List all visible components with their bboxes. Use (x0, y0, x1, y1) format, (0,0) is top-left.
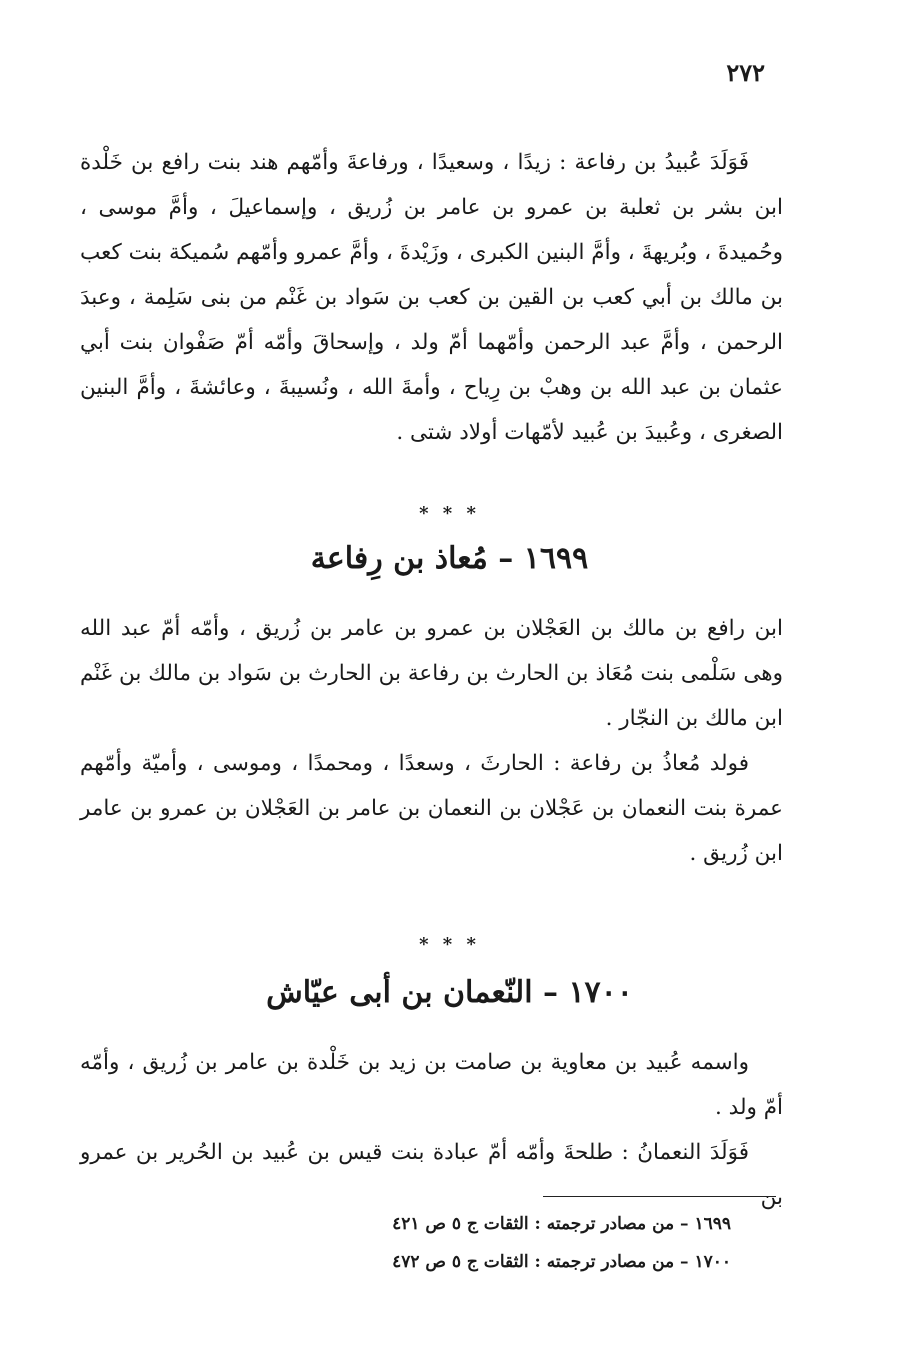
section-separator: * * * (419, 503, 480, 524)
page-number: ٢٧٢ (726, 58, 765, 87)
top-paragraph-block (80, 140, 783, 455)
footnote-1700: ١٧٠٠ – من مصادر ترجمته : الثقات ج ٥ ص ٤٧٢ (392, 1252, 731, 1272)
entry-1699-paragraph-1: ابن رافع بن مالك بن العَجْلان بن عمرو بن عامر بن زُريق ، وأمّه أمّ عبد الله وهى سَلْمى بنت مُعَاذ بن الحارث بن رفاعة بن الحارث بن سَواد بن مالك بن غَنْم ابن مالك بن النجّار . (80, 616, 783, 731)
entry-1699-body (80, 606, 783, 876)
footnote-divider (543, 1196, 776, 1197)
footnote-1699: ١٦٩٩ – من مصادر ترجمته : الثقات ج ٥ ص ٤٢١ (392, 1214, 731, 1234)
entry-1700-paragraph-1: واسمه عُبيد بن معاوية بن صامت بن زيد بن خَلْدة بن عامر بن زُريق ، وأمّه أمّ ولد . (80, 1050, 783, 1120)
entry-heading-1700: ١٧٠٠ – النّعمان بن أبى عيّاش (266, 975, 633, 1010)
entry-1699-paragraph-2: فولد مُعاذُ بن رفاعة : الحارثَ ، وسعدًا ، ومحمدًا ، وموسى ، وأميّة وأمّهم عمرة بنت النعمان بن عَجْلان بن النعمان بن عامر بن العَجْلان بن عمرو بن عامر ابن زُريق . (80, 751, 783, 866)
entry-1700-body (80, 1040, 783, 1220)
entry-1700-paragraph-2: فَوَلَدَ النعمانُ : طلحةَ وأمّه أمّ عبادة بنت قيس بن عُبيد بن الحُرير بن عمرو بن (80, 1140, 783, 1210)
section-separator: * * * (419, 934, 480, 955)
entry-heading-1699: ١٦٩٩ – مُعاذ بن رِفاعة (310, 541, 589, 576)
top-paragraph: فَوَلَدَ عُبيدُ بن رفاعة : زيدًا ، وسعيدًا ، ورفاعةَ وأمّهم هند بنت رافع بن خَلْدة ابن بشر بن ثعلبة بن عمرو بن عامر بن زُريق ، وإسماعيلَ ، وأمَّ موسى ، وحُميدةَ ، وبُريهةَ ، وأمَّ البنين الكبرى ، وزَيْدةَ ، وأمَّ عمرو وأمّهم سُميكة بنت كعب بن مالك بن أبي كعب بن القين بن كعب بن سَواد بن غَنْم من بنى سَلِمة ، وعبدَ الرحمن ، وأمَّ عبد الرحمن وأمّهما أمّ ولد ، وإسحاقَ وأمّه أمّ صَفْوان بنت أبي عثمان بن عبد الله بن وهبْ بن رِياح ، وأمةَ الله ، ونُسيبةَ ، وعائشةَ ، وأمَّ البنين الصغرى ، وعُبيدَ بن عُبيد لأمّهات أولاد شتى . (80, 150, 783, 445)
